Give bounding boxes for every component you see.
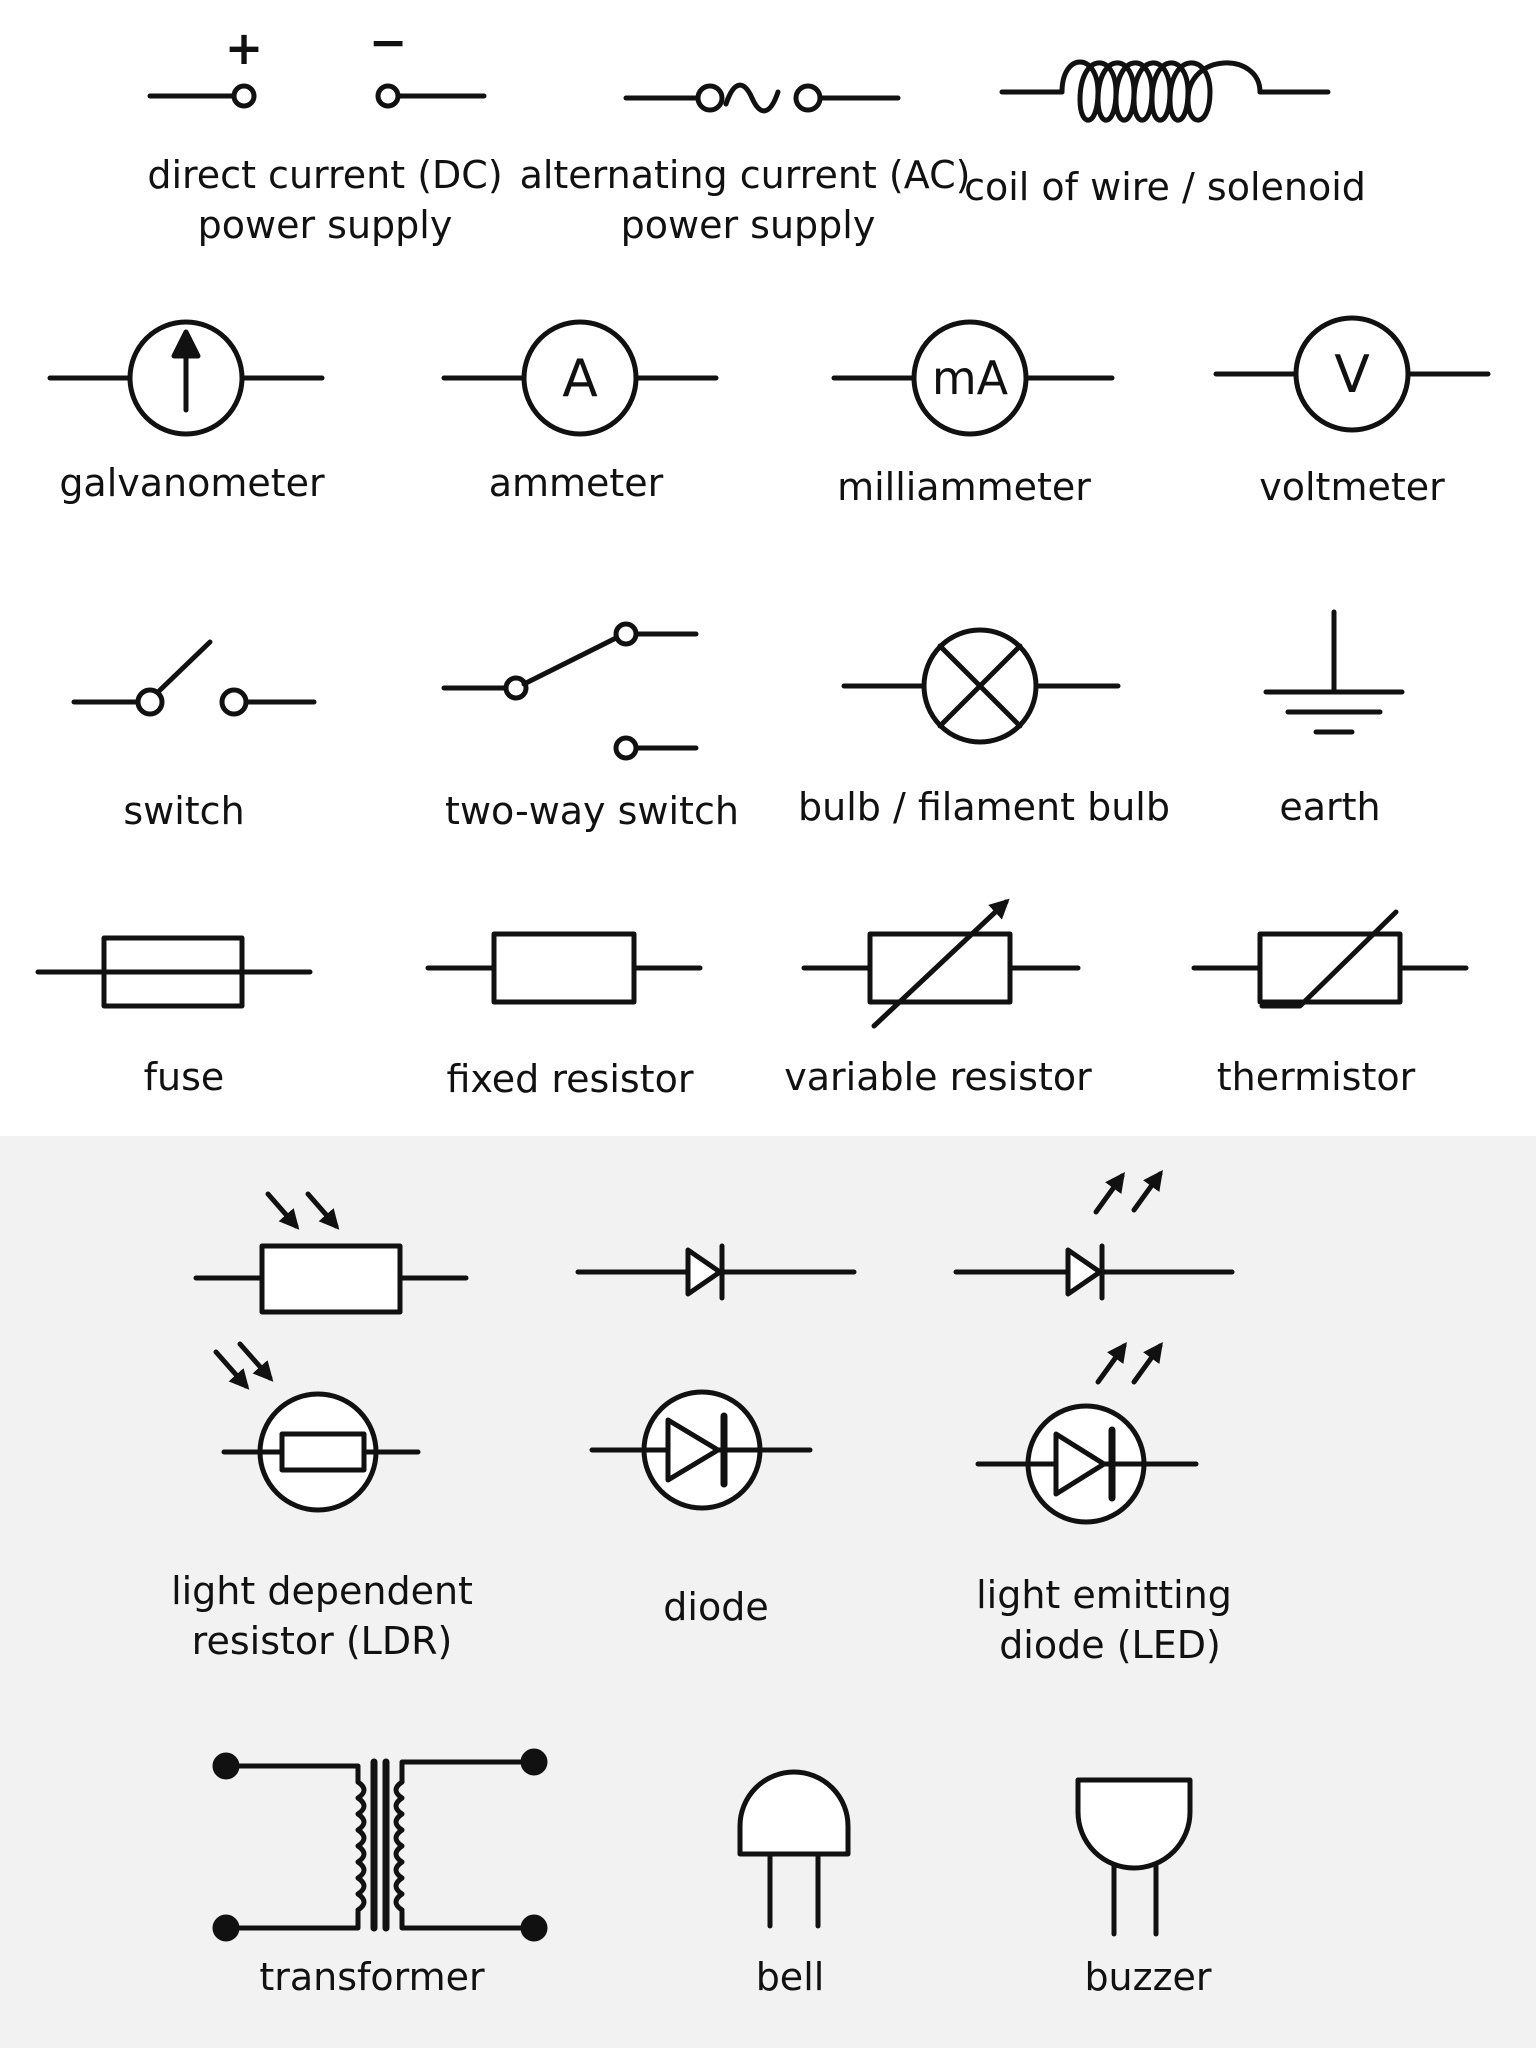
galvanometer-symbol [50,322,322,434]
led-label-line2: diode (LED) [999,1623,1221,1667]
switch-label: switch [123,789,245,833]
fuse-symbol [38,938,310,1006]
diode-symbol-circled [592,1392,810,1508]
ldr-label-line2: resistor (LDR) [191,1619,453,1663]
coil-label: coil of wire / solenoid [964,165,1366,209]
dc-minus-sign: − [368,15,408,69]
buzzer-label: buzzer [1084,1955,1212,1999]
two-way-switch-label: two-way switch [445,789,739,833]
thermistor-label: thermistor [1216,1055,1416,1099]
ammeter-label: ammeter [488,461,664,505]
dc-label-line2: power supply [197,203,453,247]
transformer-symbol [215,1751,545,1939]
dc-label-line1: direct current (DC) [147,153,503,197]
ac-label-line2: power supply [620,203,876,247]
fuse-label: fuse [143,1055,225,1099]
led-symbol-plain [956,1174,1232,1298]
milliammeter-label: milliammeter [837,465,1091,509]
dc-plus-sign: + [224,21,264,75]
galvanometer-label: galvanometer [59,461,325,505]
fixed-resistor-symbol [428,934,700,1002]
led-label-line1: light emitting [976,1573,1232,1617]
earth-symbol [1266,612,1402,732]
voltmeter-label: voltmeter [1259,465,1445,509]
transformer-label: transformer [259,1955,485,1999]
voltmeter-letter: V [1334,345,1370,405]
milliammeter-letters: mA [931,351,1009,405]
bulb-symbol [844,630,1118,742]
two-way-switch-symbol [444,624,696,758]
ac-power-supply-symbol [626,85,898,111]
bulb-label: bulb / filament bulb [798,785,1170,829]
ldr-symbol-plain [196,1194,466,1312]
variable-resistor-label: variable resistor [784,1055,1092,1099]
ldr-label-line1: light dependent [171,1569,473,1613]
ac-label-line1: alternating current (AC) [519,153,971,197]
ldr-symbol-circled [216,1344,418,1510]
buzzer-symbol [1078,1780,1190,1934]
diode-symbol-plain [578,1246,854,1298]
bell-symbol [740,1772,848,1926]
ammeter-letter: A [562,349,598,409]
led-symbol-circled [978,1346,1196,1522]
dc-power-supply-symbol [150,86,484,106]
thermistor-symbol [1194,912,1466,1006]
switch-symbol [74,642,314,714]
variable-resistor-symbol [804,902,1078,1026]
fixed-resistor-label: fixed resistor [446,1057,694,1101]
diode-label: diode [663,1585,769,1629]
earth-label: earth [1279,785,1381,829]
coil-solenoid-symbol [1002,62,1328,120]
bell-label: bell [755,1955,825,1999]
